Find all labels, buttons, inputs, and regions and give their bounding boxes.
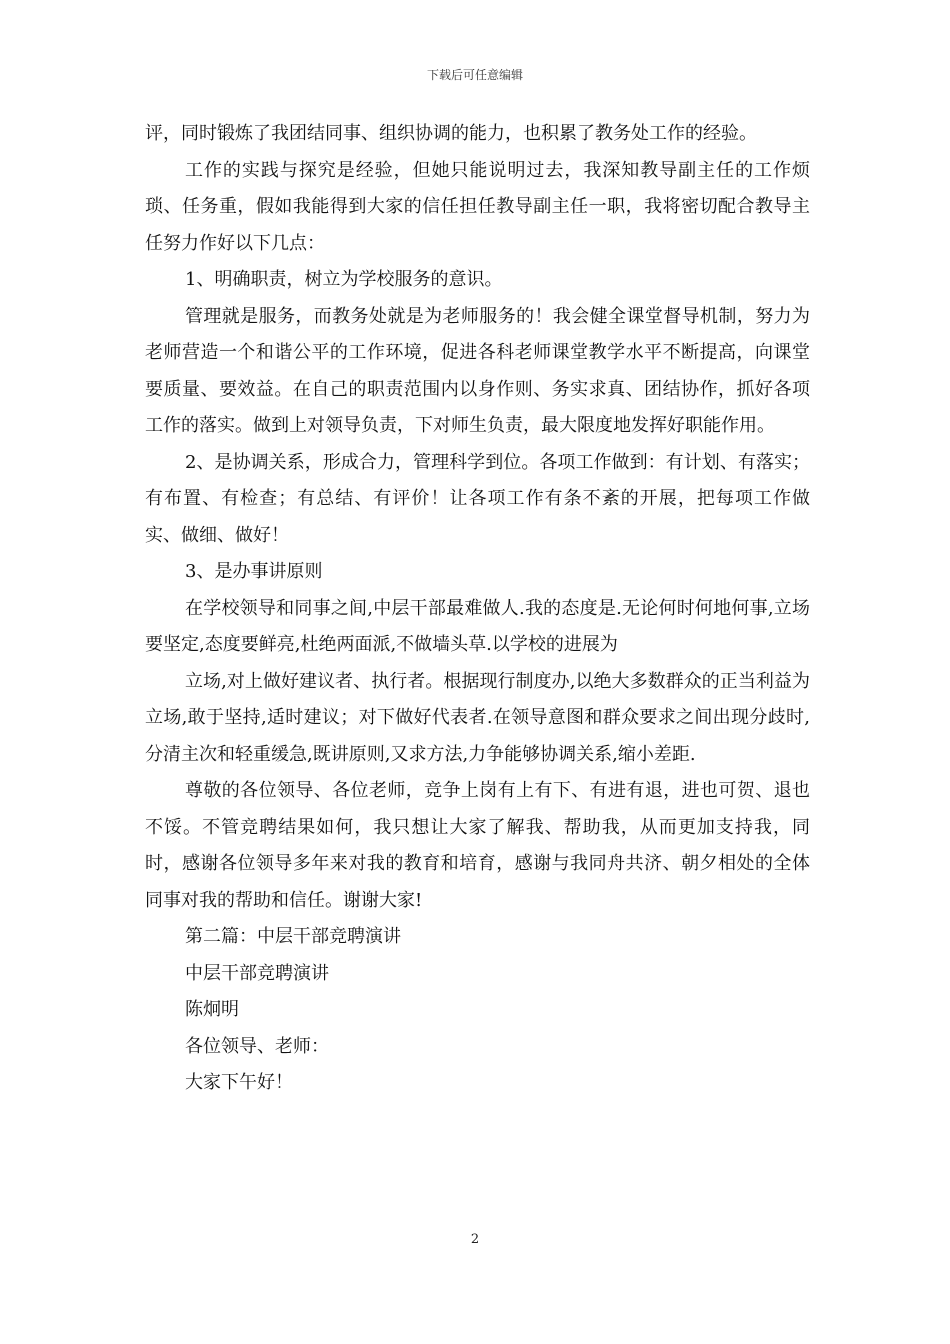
paragraph: 评，同时锻炼了我团结同事、组织协调的能力，也积累了教务处工作的经验。 — [145, 123, 757, 144]
list-item: 2、是协调关系，形成合力，管理科学到位。各项工作做到：有计划、有落实；有布置、有检查；有总结、有评价！让各项工作有条不紊的开展，把每项工作做实、做细、做好！ — [145, 451, 810, 546]
document-body — [145, 116, 810, 1102]
list-item: 1、明确职责，树立为学校服务的意识。 — [185, 269, 503, 290]
paragraph: 管理就是服务，而教务处就是为老师服务的！我会健全课堂督导机制，努力为老师营造一个和谐公平的工作环境，促进各科老师课堂教学水平不断提高，向课堂要质量、要效益。在自己的职责范围内以身作则、务实求真、团结协作，抓好各项工作的落实。做到上对领导负责，下对师生负责，最大限度地发挥好职能作用。 — [145, 305, 810, 436]
page-header: 下载后可任意编辑 — [426, 68, 523, 82]
author-name: 陈炯明 — [185, 999, 239, 1020]
greeting: 大家下午好！ — [185, 1072, 293, 1093]
speech-title: 中层干部竞聘演讲 — [185, 962, 329, 984]
page-number: 2 — [470, 1232, 480, 1247]
paragraph: 尊敬的各位领导、各位老师，竞争上岗有上有下、有进有退，进也可贺、退也不馁。不管竞聘结果如何，我只想让大家了解我、帮助我，从而更加支持我，同时，感谢各位领导多年来对我的教育和培育，感谢与我同舟共济、朝夕相处的全体同事对我的帮助和信任。谢谢大家! — [145, 780, 810, 911]
section-title: 第二篇：中层干部竞聘演讲 — [185, 926, 401, 947]
paragraph: 在学校领导和同事之间,中层干部最难做人.我的态度是.无论何时何地何事,立场要坚定,态度要鲜亮,杜绝两面派,不做墙头草.以学校的进展为 — [145, 597, 810, 655]
paragraph: 工作的实践与探究是经验，但她只能说明过去，我深知教导副主任的工作烦琐、任务重，假如我能得到大家的信任担任教导副主任一职，我将密切配合教导主任努力作好以下几点： — [145, 159, 810, 254]
paragraph: 立场,对上做好建议者、执行者。根据现行制度办,以绝大多数群众的正当利益为立场,敢于坚持,适时建议；对下做好代表者.在领导意图和群众要求之间出现分歧时,分清主次和轻重缓急,既讲原则,又求方法,力争能够协调关系,缩小差距. — [145, 670, 810, 765]
list-item: 3、是办事讲原则 — [185, 561, 323, 582]
salutation: 各位领导、老师： — [185, 1035, 329, 1057]
